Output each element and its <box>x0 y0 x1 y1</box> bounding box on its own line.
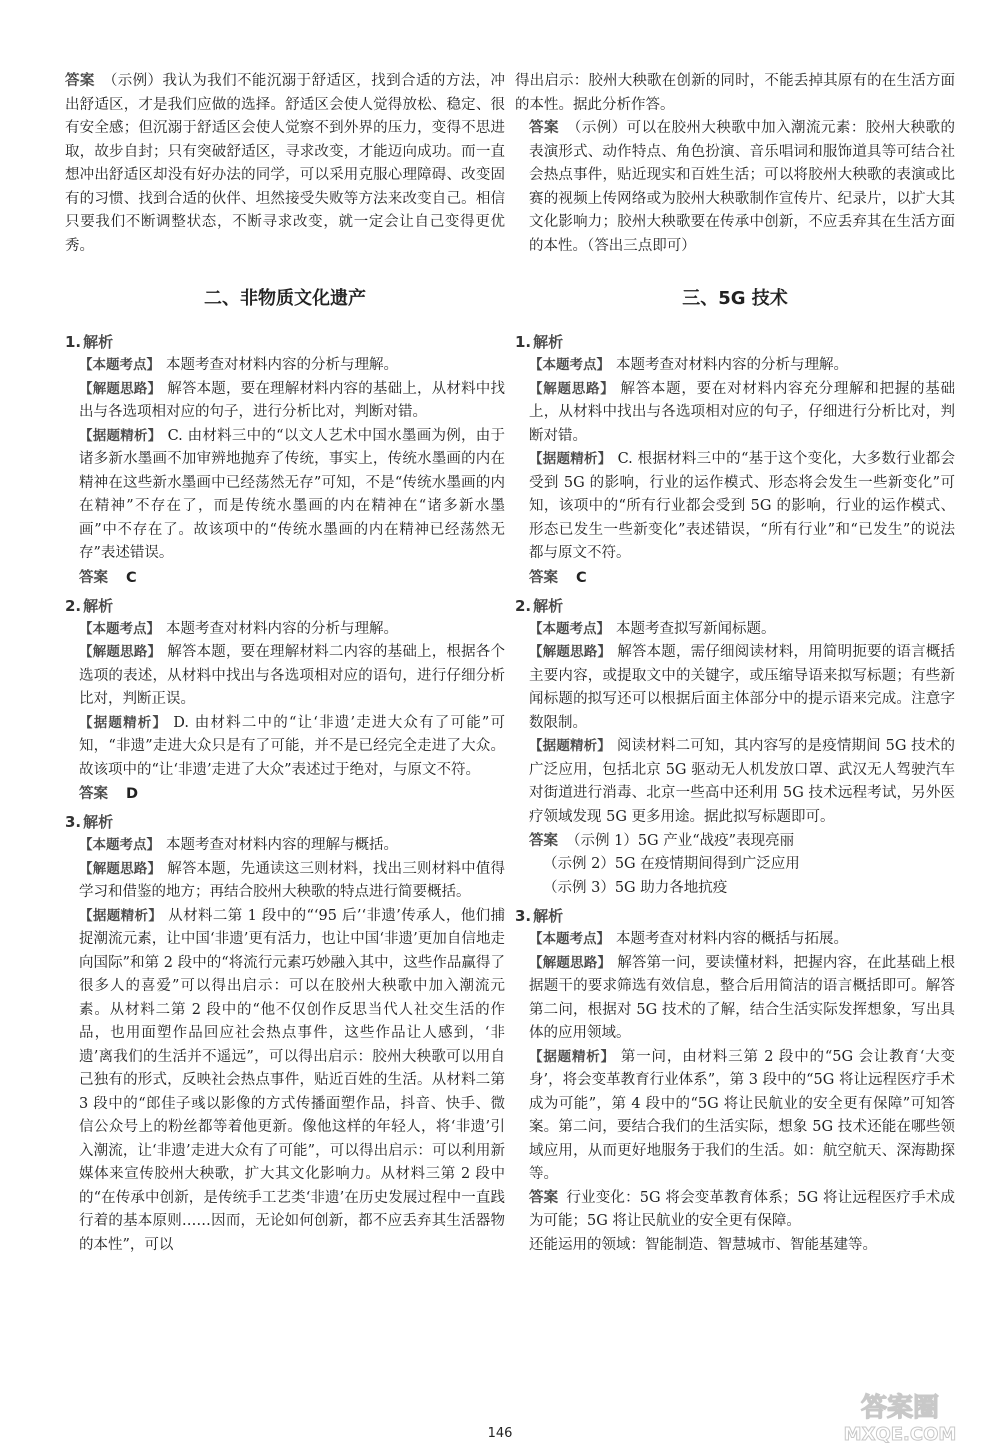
question-head: 3. 解析 <box>65 813 114 831</box>
intro-paragraph: 答案 （示例）我认为我们不能沉溺于舒适区，找到合适的方法，冲出舒适区，才是我们应做的选择。舒适区会使人觉得放松、稳定、很有安全感；但沉溺于舒适区会使人觉察不到外界的压力，变得不思进取，故步自封；只有突破舒适区，寻求改变，才能迈向成功。而一直想冲出舒适区却没有好办法的同学，可以采用克服心理障碍、改变固有的习惯、找到合适的伙伴、坦然接受失败等方法来改变自己。相信只要我们不断调整状态，不断寻求改变，就一定会让自己变得更优秀。 <box>65 73 506 254</box>
question-head: 2. 解析 <box>515 596 564 615</box>
answer-line: 答案 行业变化：5G 将会变革教育体系；5G 将让远程医疗手术成为可能；5G 将让民航业的安全更有保障。 <box>529 1189 955 1229</box>
question-2 <box>65 594 505 807</box>
answer-line-2: 还能运用的领域：智能制造、智慧城市、智能基建等。 <box>529 1236 877 1253</box>
question-head: 3. 解析 <box>515 907 564 925</box>
answer-line: 答案 D <box>79 786 139 802</box>
section-title-feiyi: 二、非物质文化遗产 <box>204 288 366 309</box>
question-3 <box>65 810 505 1257</box>
question-1 <box>515 330 955 590</box>
silu: 【解题思路】 解答本题，要在理解材料二内容的基础上，根据各个选项的表述，从材料中找出与各选项相对应的语句，进行仔细分析比对，判断正误。 <box>79 644 506 707</box>
kaodian: 【本题考点】 本题考查对材料内容的概括与拓展。 <box>529 931 848 947</box>
question-3 <box>515 904 955 1257</box>
question-head: 1. 解析 <box>65 333 114 351</box>
question-2 <box>515 594 955 901</box>
svg-text:MXQE.COM: MXQE.COM <box>843 1424 957 1445</box>
question-head: 2. 解析 <box>65 596 114 615</box>
question-head: 1. 解析 <box>515 333 564 351</box>
jingxi: 【据题精析】 C. 根据材料三中的“基于这个变化，大多数行业都会受到 5G 的影响，行业的运作模式、形态将会发生一些新变化”可知，该项中的“所有行业都会受到 5G 的影响，行业的运作模式、形态已发生一些新变化”表述错误，“所有行业”和“已发生”的说法都与原文不符。 <box>529 451 955 561</box>
kaodian: 【本题考点】 本题考查对材料内容的分析与理解。 <box>79 620 398 637</box>
right-column <box>515 70 955 1257</box>
jingxi: 【据题精析】 第一问，由材料三第 2 段中的“5G 会让教育‘大变身’，将会变革教育行业体系”，第 3 段中的“5G 将让远程医疗手术成为可能”，第 4 段中的“5G 将让民航业的安全更有保障”可知答案。第二问，要结合我们的生活实际，想象 5G 技术还能在哪些领域应用，从而更好地服务于我们的生活。如：航空航天、深海勘探等。 <box>529 1048 955 1182</box>
continued-answer: 答案 （示例）可以在胶州大秧歌中加入潮流元素：胶州大秧歌的表演形式、动作特点、角色扮演、音乐唱词和服饰道具等可结合社会热点事件，贴近现实和百姓生活；可以将胶州大秧歌的表演或比赛的视频上传网络或为胶州大秧歌制作宣传片、纪录片，以扩大其文化影响力；胶州大秧歌要在传承中创新，不应丢弃其在生活方面的本性。（答出三点即可） <box>529 120 955 254</box>
left-column <box>65 70 505 1257</box>
section-title-5g: 三、5G 技术 <box>682 288 788 309</box>
answer-label: 答案 <box>65 73 95 89</box>
answer-line: 答案 C <box>529 569 587 586</box>
kaodian: 【本题考点】 本题考查对材料内容的分析与理解。 <box>79 357 398 373</box>
watermark-logo <box>800 1390 1000 1445</box>
answer-line: 答案 （示例 1）5G 产业“战疫”表现亮丽 <box>529 833 795 849</box>
answer-example-3: （示例 3）5G 助力各地抗疫 <box>543 879 728 896</box>
silu: 【解题思路】 解答本题，需仔细阅读材料，用简明扼要的语言概括主要内容，或提取文中的关键字，或压缩导语来拟写标题；有些新闻标题的拟写还可以根据后面主体部分中的提示语来完成。注意字数限制。 <box>529 644 956 731</box>
svg-text:答案圈: 答案圈 <box>860 1393 940 1423</box>
page-number: 146 <box>487 1426 513 1441</box>
answer-line: 答案 C <box>79 569 137 586</box>
question-1 <box>65 330 505 590</box>
jingxi: 【据题精析】 阅读材料二可知，其内容写的是疫情期间 5G 技术的广泛应用，包括北京 5G 驱动无人机发放口罩、武汉无人驾驶汽车对街道进行消毒、北京一些高中还利用 5G 技术远程考试，另外医疗领域发现 5G 更多用途。据此拟写标题即可。 <box>529 738 956 825</box>
continued-text: 得出启示：胶州大秧歌在创新的同时，不能丢掉其原有的在生活方面的本性。据此分析作答。 <box>515 73 955 113</box>
silu: 【解题思路】 解答本题，先通读这三则材料，找出三则材料中值得学习和借鉴的地方；再结合胶州大秧歌的特点进行简要概括。 <box>79 860 506 900</box>
silu: 【解题思路】 解答本题，要在理解材料内容的基础上，从材料中找出与各选项相对应的句子，进行分析比对，判断对错。 <box>79 380 506 420</box>
jingxi: 【据题精析】 从材料二第 1 段中的“‘95 后’‘非遗’传承人，他们捕捉潮流元素，让中国‘非遗’更有活力，也让中国‘非遗’更加自信地走向国际”和第 2 段中的“将流行元素巧妙融入其中，这些作品赢得了很多人的喜爱”可以得出启示：可以在胶州大秧歌中加入潮流元素。从材料二第 2 段中的“他不仅创作反思当代人社交生活的作品，也用面塑作品回应社会热点事件，这些作品让人感到，‘非遗’离我们的生活并不遥远”，可以得出启示：胶州大秧歌可以用自己独有的形式，反映社会热点事件，贴近百姓的生活。从材料二第 3 段中的“郎佳子彧以影像的方式传播面塑作品，抖音、快手、微信公众号上的粉丝都等着他更新。像他这样的年轻人，将‘非遗’引入潮流，让‘非遗’走进大众有了可能”，可以得出启示：可以利用新媒体来宣传胶州大秧歌，扩大其文化影响力。从材料三第 2 段中的“在传承中创新，是传统手工艺类‘非遗’在历史发展过程中一直践行着的基本原则……因而，无论如何创新，都不应丢弃其生活器物的本性”，可以 <box>79 907 505 1253</box>
answer-example-2: （示例 2）5G 在疫情期间得到广泛应用 <box>543 856 800 872</box>
jingxi: 【据题精析】 D. 由材料二中的“让‘非遗’走进大众有了可能”可知，“非遗”走进大众只是有了可能，并不是已经完全走进了大众。故该项中的“让‘非遗’走进了大众”表述过于绝对，与原文不符。 <box>79 714 506 778</box>
kaodian: 【本题考点】 本题考查拟写新闻标题。 <box>529 620 776 637</box>
kaodian: 【本题考点】 本题考查对材料内容的理解与概括。 <box>79 837 398 853</box>
jingxi: 【据题精析】 C. 由材料三中的“以文人艺术中国水墨画为例，由于诸多新水墨画不加审辨地抛弃了传统，事实上，传统水墨画的内在精神在这些新水墨画中已经荡然无存”可知，不是“传统水墨画的内在精神”不存在了，而是传统水墨画的内在精神在“诸多新水墨画”中不存在了。故该项中的“传统水墨画的内在精神已经荡然无存”表述错误。 <box>79 427 505 561</box>
silu: 【解题思路】 解答第一问，要读懂材料，把握内容，在此基础上根据题干的要求筛选有效信息，整合后用简洁的语言概括即可。解答第二问，根据对 5G 技术的了解，结合生活实际发挥想象，写出具体的应用领域。 <box>529 954 956 1041</box>
kaodian: 【本题考点】 本题考查对材料内容的分析与理解。 <box>529 357 848 373</box>
silu: 【解题思路】 解答本题，要在对材料内容充分理解和把握的基础上，从材料中找出与各选项相对应的句子，仔细进行分析比对，判断对错。 <box>529 380 956 444</box>
